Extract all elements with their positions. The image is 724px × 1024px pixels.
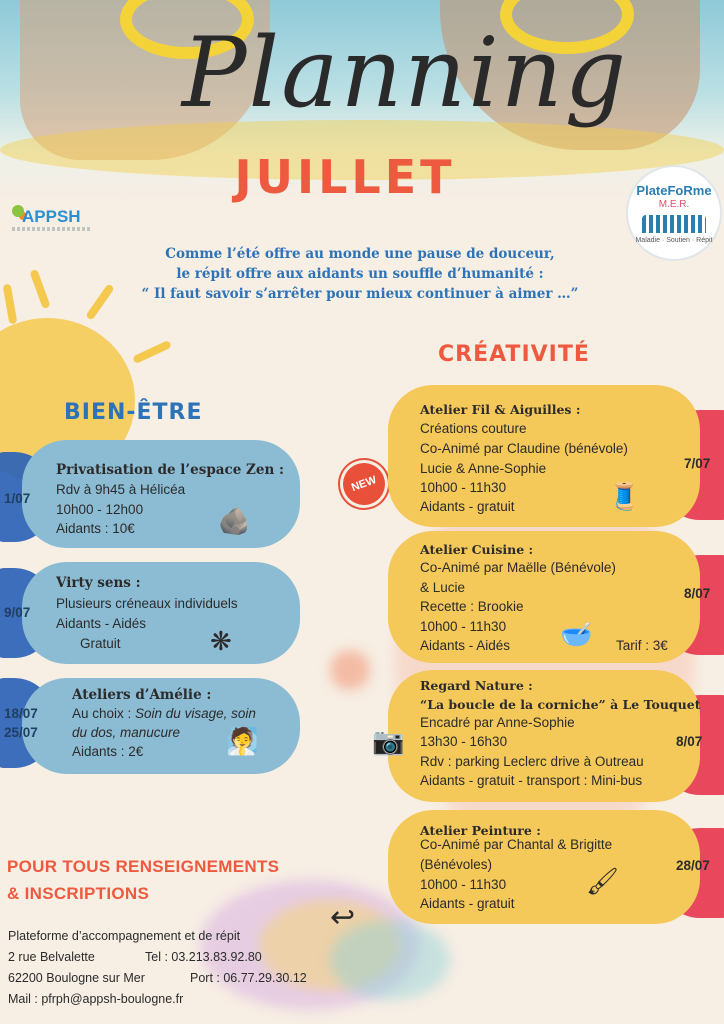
creativite-heading: CRÉATIVITÉ: [438, 342, 590, 367]
info-mail-link[interactable]: Mail : pfrph@appsh-boulogne.fr: [8, 992, 184, 1006]
date-label: 7/07: [684, 456, 711, 471]
bien-etre-card-amelie: Ateliers d’Amélie : Au choix : Soin du visage, soin du dos, manucure Aidants : 2€ 🧖: [22, 678, 300, 774]
date-label: 8/07: [684, 586, 711, 601]
appsh-logo: APPSH: [10, 203, 100, 237]
creativite-card-couture: Atelier Fil & Aiguilles : Créations couture Co-Animé par Claudine (bénévole) Lucie & Anne-Sophie 10h00 - 11h30 Aidants - gratuit 🧵: [388, 385, 700, 527]
mixing-bowl-icon: 🥣: [560, 619, 593, 649]
creativite-card-cuisine: Atelier Cuisine : Co-Animé par Maëlle (Bénévole) & Lucie Recette : Brookie 10h00 - 11h30 Aidants - Aidés Tarif : 3€ 🥣: [388, 531, 700, 663]
bien-etre-card-zen: Privatisation de l’espace Zen : Rdv à 9h45 à Hélicéa 10h00 - 12h00 Aidants : 10€ 🪨: [22, 440, 300, 548]
info-port: Port : 06.77.29.30.12: [190, 971, 307, 985]
massage-icon: 🧖: [226, 726, 259, 756]
date-label: 1/07: [4, 491, 31, 506]
new-badge: NEW: [337, 457, 391, 511]
date-label: 8/07: [676, 734, 703, 749]
tarif-label: Tarif : 3€: [616, 638, 668, 653]
bien-etre-card-virty: Virty sens : Plusieurs créneaux individuels Aidants - Aidés Gratuit ❋: [22, 562, 300, 664]
info-org: Plateforme d’accompagnement et de répit: [8, 929, 241, 943]
creativite-card-nature: Regard Nature : “La boucle de la corniche” à Le Touquet Encadré par Anne-Sophie 13h30 - 16h30 Rdv : parking Leclerc drive à Outreau Aidants - gratuit - transport : Mini-bus: [388, 670, 700, 802]
spa-stones-icon: 🪨: [218, 506, 251, 536]
info-address2: 62200 Boulogne sur Mer: [8, 971, 145, 985]
date-label: 28/07: [676, 858, 710, 873]
date-label: 9/07: [4, 605, 31, 620]
lotus-icon: ❋: [210, 626, 232, 656]
page-title: Planning: [181, 17, 629, 129]
plateforme-mer-logo: PlateFoRme M.E.R. Maladie · Soutien · Répit: [626, 165, 722, 261]
thread-spool-icon: 🧵: [608, 481, 641, 511]
info-address1: 2 rue Belvalette: [8, 950, 95, 964]
intro-quote: Comme l’été offre au monde une pause de douceur, le répit offre aux aidants un souffle d’humanité : “ Il faut savoir s’arrêter pour mieux continuer à aimer …”: [141, 246, 579, 302]
date-label: 25/07: [4, 725, 38, 740]
page-subtitle-month: JUILLET: [234, 150, 456, 204]
family-icon: [642, 215, 706, 233]
camera-icon: 📷: [372, 726, 405, 756]
creativite-card-peinture: Atelier Peinture : Co-Animé par Chantal & Brigitte (Bénévoles) 10h00 - 11h30 Aidants - gratuit 🖌: [388, 810, 700, 924]
brush-pot-icon: 🖌: [586, 866, 620, 896]
date-label: 18/07: [4, 706, 38, 721]
bien-etre-heading: BIEN-ÊTRE: [64, 400, 203, 425]
curved-arrow-icon: ↩: [330, 901, 356, 934]
info-heading: POUR TOUS RENSEIGNEMENTS & INSCRIPTIONS: [7, 857, 280, 903]
info-tel: Tel : 03.213.83.92.80: [145, 950, 262, 964]
